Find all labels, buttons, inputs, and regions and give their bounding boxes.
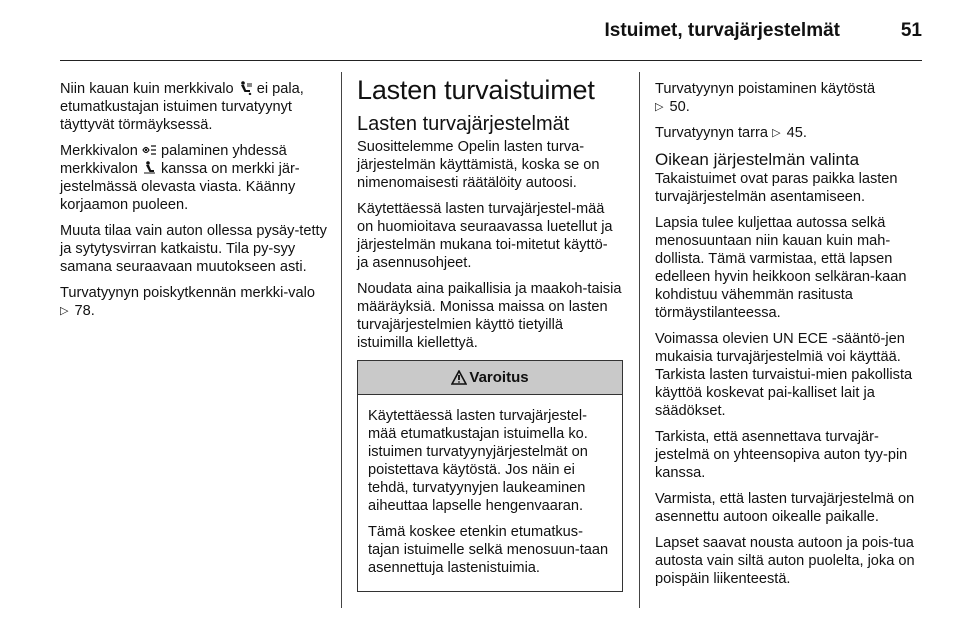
page-reference-arrow-icon: ▷	[655, 101, 664, 113]
paragraph	[60, 80, 328, 134]
page-reference[interactable]: 78.	[74, 303, 95, 319]
paragraph: Tämä koskee etenkin etumatkus-tajan istuimelle selkä menosuun-taan asennettuja lastenistuimia.	[368, 524, 609, 576]
section-heading: Lasten turvaistuimet	[357, 75, 595, 105]
page-reference[interactable]: 45.	[786, 125, 807, 141]
warning-title: Varoitus	[469, 368, 529, 386]
page-title: Istuimet, turvajärjestelmät	[604, 20, 840, 41]
paragraph: Käytettäessä lasten turvajärjestel-mää on huomioitava seuraavassa luetellut ja järjestelmän mukana toi-mitetut käyttö- ja asennusohjeet.	[357, 201, 613, 271]
warning-box	[357, 360, 623, 592]
text: kanssa on merkki jär-jestelmässä olevasta viasta. Käänny korjaamon puoleen.	[60, 161, 300, 213]
column-3	[655, 80, 923, 596]
text: Turvatyynyn poiskytkennän merkki-valo	[60, 285, 315, 301]
airbag-seat-lamp-icon	[238, 81, 253, 95]
paragraph: Suosittelemme Opelin lasten turva-järjestelmän käyttämistä, koska se on nimenomaisesti räätälöity autoosi.	[357, 139, 600, 191]
paragraph: Voimassa olevien UN ECE -sääntö-jen mukaisia turvajärjestelmiä voi käyttää. Tarkista lasten turvaistui-mien pakollista käyttöä koskevat pai-kalliset lait ja säädökset.	[655, 331, 913, 419]
column-1	[60, 80, 328, 328]
seat-occupant-lamp-icon	[142, 161, 157, 175]
warning-body	[358, 395, 622, 591]
text: Turvatyynyn tarra	[655, 125, 769, 141]
paragraph: Käytettäessä lasten turvajärjestel-mää etumatkustajan istuimella ko. istuimen turvatyynyjärjestelmät on poistettava käytöstä. Jos näin ei tehdä, turvatyynyjen laukeaminen aiheuttaa lapselle hengenvaaran.	[368, 408, 588, 514]
paragraph: Noudata aina paikallisia ja maakoh-taisia määräyksiä. Monissa maissa on lasten turvajärjestelmien käyttö tietyillä istuimilla kiellettyä.	[357, 281, 622, 351]
text: Niin kauan kuin merkkivalo	[60, 81, 234, 97]
paragraph	[655, 80, 923, 116]
column-divider-2	[639, 72, 640, 608]
paragraph: Lapsia tulee kuljettaa autossa selkä menosuuntaan niin kauan kuin mah-dollista. Tämä varmistaa, että lapsen edelleen hyvin heikkoon selkäran-kaan kohdistuu vähemmän rasitusta törmäystilanteessa.	[655, 215, 907, 321]
header-rule	[60, 60, 922, 61]
page-reference[interactable]: 50.	[669, 99, 690, 115]
text: palaminen yhdessä merkkivalon	[60, 143, 287, 177]
paragraph: Lapset saavat nousta autoon ja pois-tua autosta vain siltä auton puolelta, joka on poispäin liikenteestä.	[655, 535, 915, 587]
page-reference-arrow-icon: ▷	[60, 305, 69, 317]
warning-header	[358, 361, 622, 395]
column-divider-1	[341, 72, 342, 608]
page-header	[0, 0, 960, 60]
text: ei pala, etumatkustajan istuimen turvatyynyt täyttyvät törmäyksessä.	[60, 81, 304, 133]
section-heading: Oikean järjestelmän valinta	[655, 150, 860, 169]
airbag-warning-lamp-icon	[142, 143, 157, 157]
text: Merkkivalon	[60, 143, 138, 159]
paragraph: Varmista, että lasten turvajärjestelmä on asennettu autoon oikealle paikalle.	[655, 491, 915, 525]
subsection-heading: Lasten turvajärjestelmät	[357, 113, 570, 135]
text: Turvatyynyn poistaminen käytöstä	[655, 81, 876, 97]
column-2	[357, 74, 623, 592]
paragraph: Muuta tilaa vain auton ollessa pysäy-tetty ja sytytysvirran katkaistu. Tila py-syy samana seuraavaan muutokseen asti.	[60, 223, 327, 275]
page-number: 51	[900, 20, 922, 41]
page-reference-arrow-icon: ▷	[772, 127, 781, 139]
paragraph	[655, 124, 923, 142]
paragraph: Tarkista, että asennettava turvajär-jestelmä on yhteensopiva auton tyy-pin kanssa.	[655, 429, 908, 481]
warning-triangle-icon	[451, 370, 467, 385]
paragraph	[60, 284, 328, 320]
paragraph: Takaistuimet ovat paras paikka lasten turvajärjestelmän asentamiseen.	[655, 171, 898, 205]
paragraph	[60, 142, 328, 214]
